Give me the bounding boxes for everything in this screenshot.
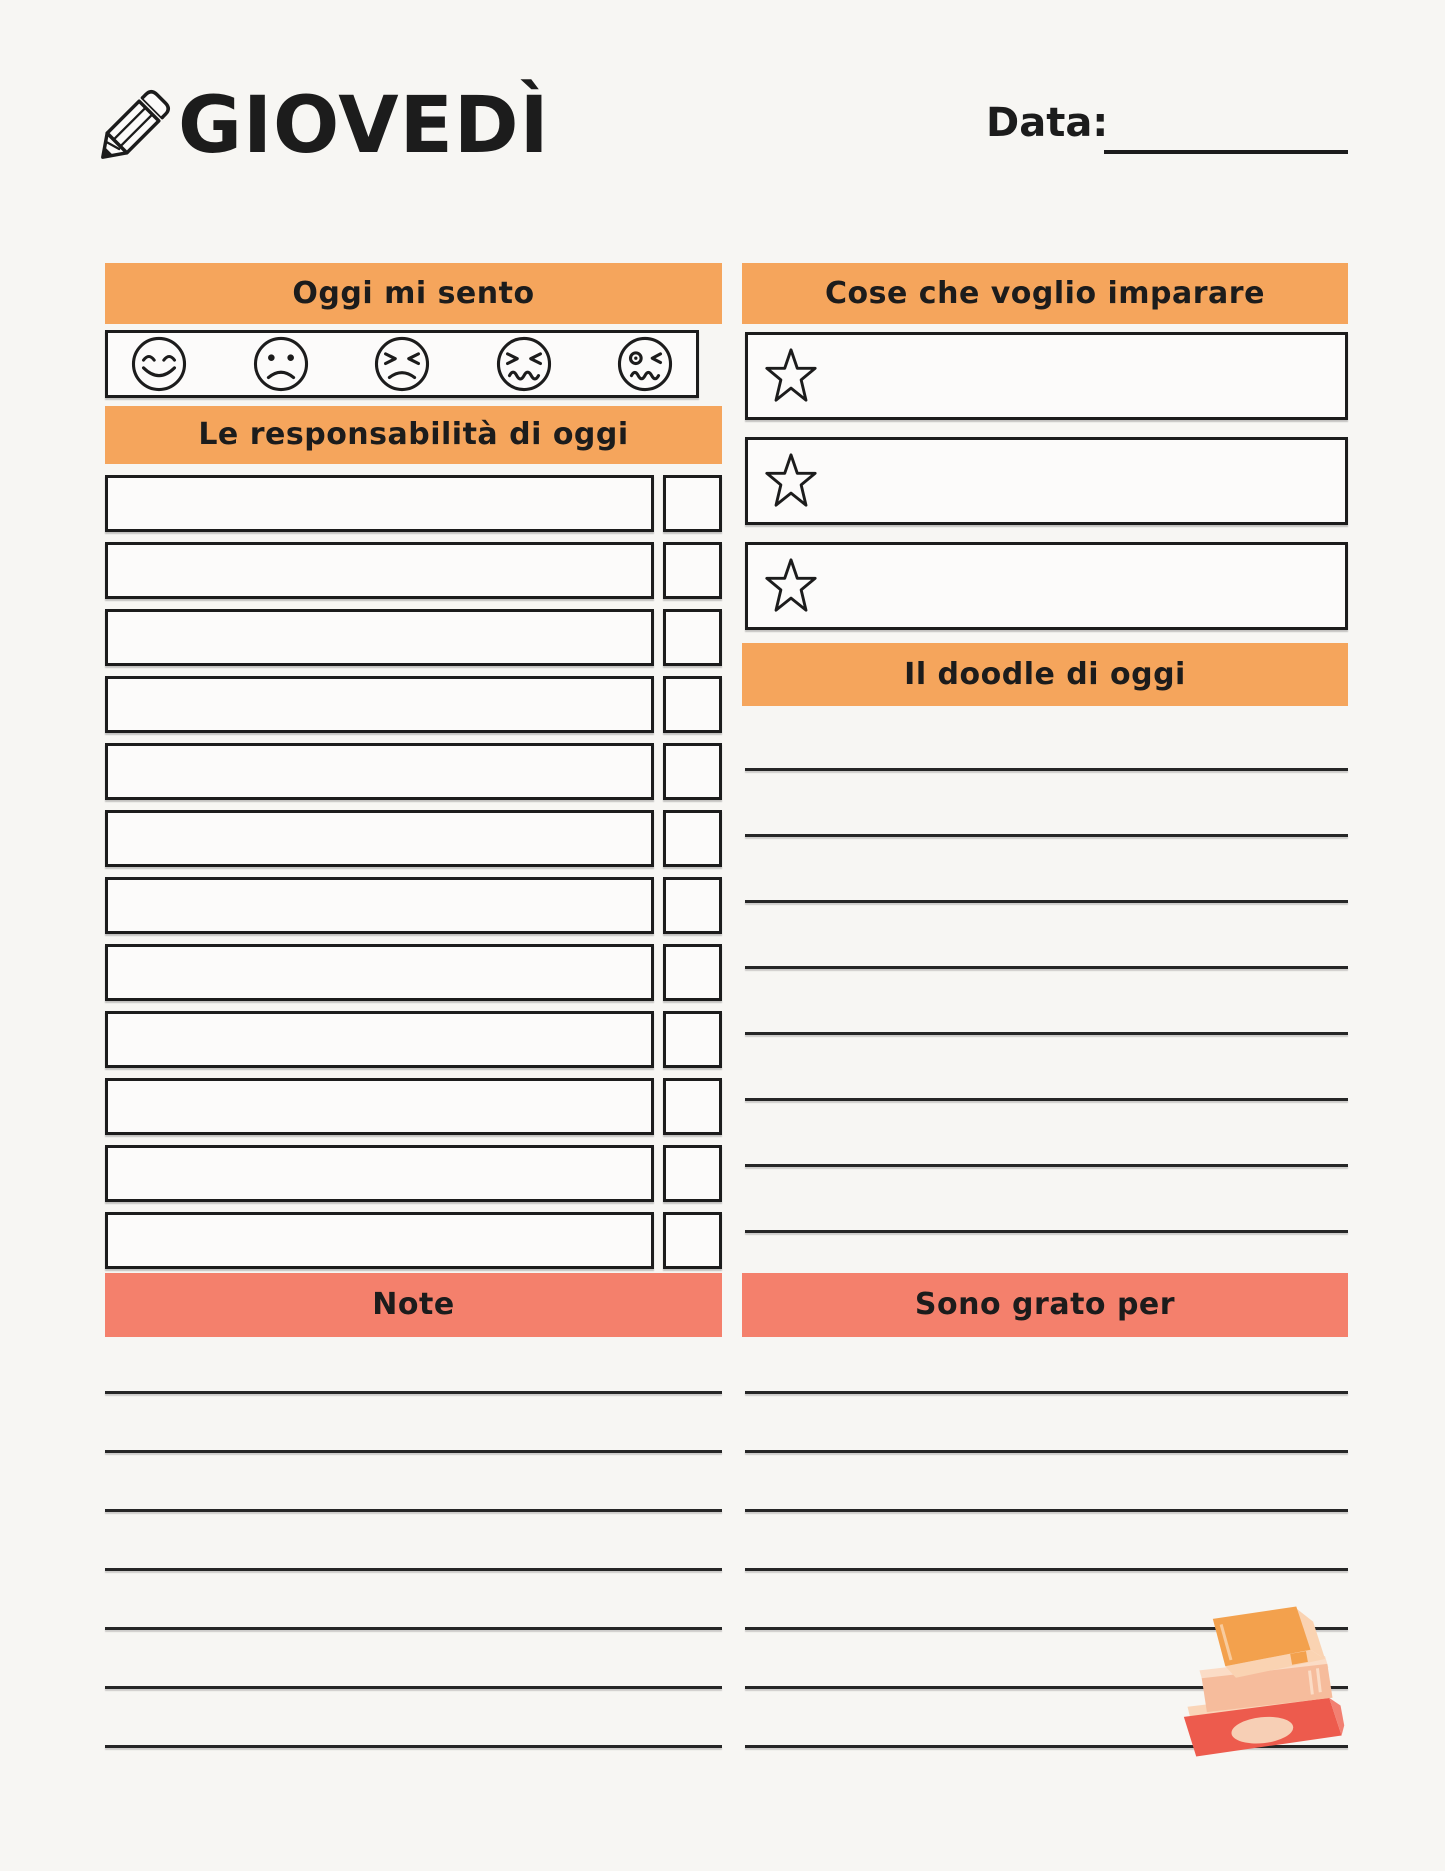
- note-line[interactable]: [105, 1745, 722, 1748]
- pencil-icon: [84, 78, 180, 178]
- nervous-face-icon[interactable]: [495, 335, 553, 393]
- books-stack-illustration: [1178, 1600, 1358, 1766]
- learn-section-header: Cose che voglio imparare: [742, 263, 1348, 324]
- happy-face-icon[interactable]: [130, 335, 188, 393]
- task-row: [105, 475, 722, 532]
- date-input-line[interactable]: [1104, 118, 1348, 154]
- note-line[interactable]: [105, 1568, 722, 1571]
- task-input[interactable]: [105, 475, 654, 532]
- task-input[interactable]: [105, 877, 654, 934]
- task-row: [105, 676, 722, 733]
- gratitude-line[interactable]: [745, 1391, 1348, 1394]
- task-checkbox[interactable]: [663, 475, 722, 532]
- task-input[interactable]: [105, 676, 654, 733]
- task-checkbox[interactable]: [663, 877, 722, 934]
- task-row: [105, 609, 722, 666]
- task-input[interactable]: [105, 810, 654, 867]
- date-label: Data:: [986, 100, 1109, 146]
- task-checkbox[interactable]: [663, 743, 722, 800]
- learn-items: [745, 332, 1348, 630]
- doodle-line[interactable]: [745, 834, 1348, 837]
- task-input[interactable]: [105, 542, 654, 599]
- task-checkbox[interactable]: [663, 1011, 722, 1068]
- learn-item-box[interactable]: [745, 332, 1348, 420]
- star-icon: [762, 555, 820, 617]
- doodle-line[interactable]: [745, 966, 1348, 969]
- doodle-line[interactable]: [745, 900, 1348, 903]
- note-line[interactable]: [105, 1509, 722, 1512]
- task-row: [105, 1145, 722, 1202]
- task-checkbox[interactable]: [663, 944, 722, 1001]
- task-checkbox[interactable]: [663, 1212, 722, 1269]
- task-checkbox[interactable]: [663, 1078, 722, 1135]
- sad-face-icon[interactable]: [252, 335, 310, 393]
- note-line[interactable]: [105, 1391, 722, 1394]
- notes-section-header: Note: [105, 1273, 722, 1337]
- task-row: [105, 810, 722, 867]
- doodle-line[interactable]: [745, 768, 1348, 771]
- gratitude-line[interactable]: [745, 1450, 1348, 1453]
- page-title: GIOVEDÌ: [178, 81, 550, 171]
- task-input[interactable]: [105, 1212, 654, 1269]
- gratitude-line[interactable]: [745, 1568, 1348, 1571]
- doodle-line[interactable]: [745, 1230, 1348, 1233]
- task-input[interactable]: [105, 944, 654, 1001]
- dizzy-face-icon[interactable]: [616, 335, 674, 393]
- learn-item-box[interactable]: [745, 542, 1348, 630]
- star-icon: [762, 345, 820, 407]
- responsibilities-section-header: Le responsabilità di oggi: [105, 406, 722, 464]
- task-row: [105, 944, 722, 1001]
- task-checkbox[interactable]: [663, 810, 722, 867]
- task-row: [105, 1011, 722, 1068]
- task-checkbox[interactable]: [663, 676, 722, 733]
- task-input[interactable]: [105, 1011, 654, 1068]
- gratitude-section-header: Sono grato per: [742, 1273, 1348, 1337]
- learn-item-box[interactable]: [745, 437, 1348, 525]
- task-input[interactable]: [105, 743, 654, 800]
- task-input[interactable]: [105, 609, 654, 666]
- responsibilities-rows: [105, 475, 722, 1269]
- note-line[interactable]: [105, 1627, 722, 1630]
- doodle-section-header: Il doodle di oggi: [742, 643, 1348, 706]
- task-checkbox[interactable]: [663, 542, 722, 599]
- task-row: [105, 743, 722, 800]
- task-input[interactable]: [105, 1145, 654, 1202]
- note-line[interactable]: [105, 1450, 722, 1453]
- task-checkbox[interactable]: [663, 1145, 722, 1202]
- note-line[interactable]: [105, 1686, 722, 1689]
- mood-section-header: Oggi mi sento: [105, 263, 722, 324]
- task-row: [105, 542, 722, 599]
- task-row: [105, 877, 722, 934]
- task-row: [105, 1078, 722, 1135]
- doodle-line[interactable]: [745, 1098, 1348, 1101]
- task-checkbox[interactable]: [663, 609, 722, 666]
- mood-selector-box: [105, 330, 699, 398]
- task-input[interactable]: [105, 1078, 654, 1135]
- doodle-line[interactable]: [745, 1032, 1348, 1035]
- gratitude-line[interactable]: [745, 1509, 1348, 1512]
- star-icon: [762, 450, 820, 512]
- angry-face-icon[interactable]: [373, 335, 431, 393]
- task-row: [105, 1212, 722, 1269]
- doodle-line[interactable]: [745, 1164, 1348, 1167]
